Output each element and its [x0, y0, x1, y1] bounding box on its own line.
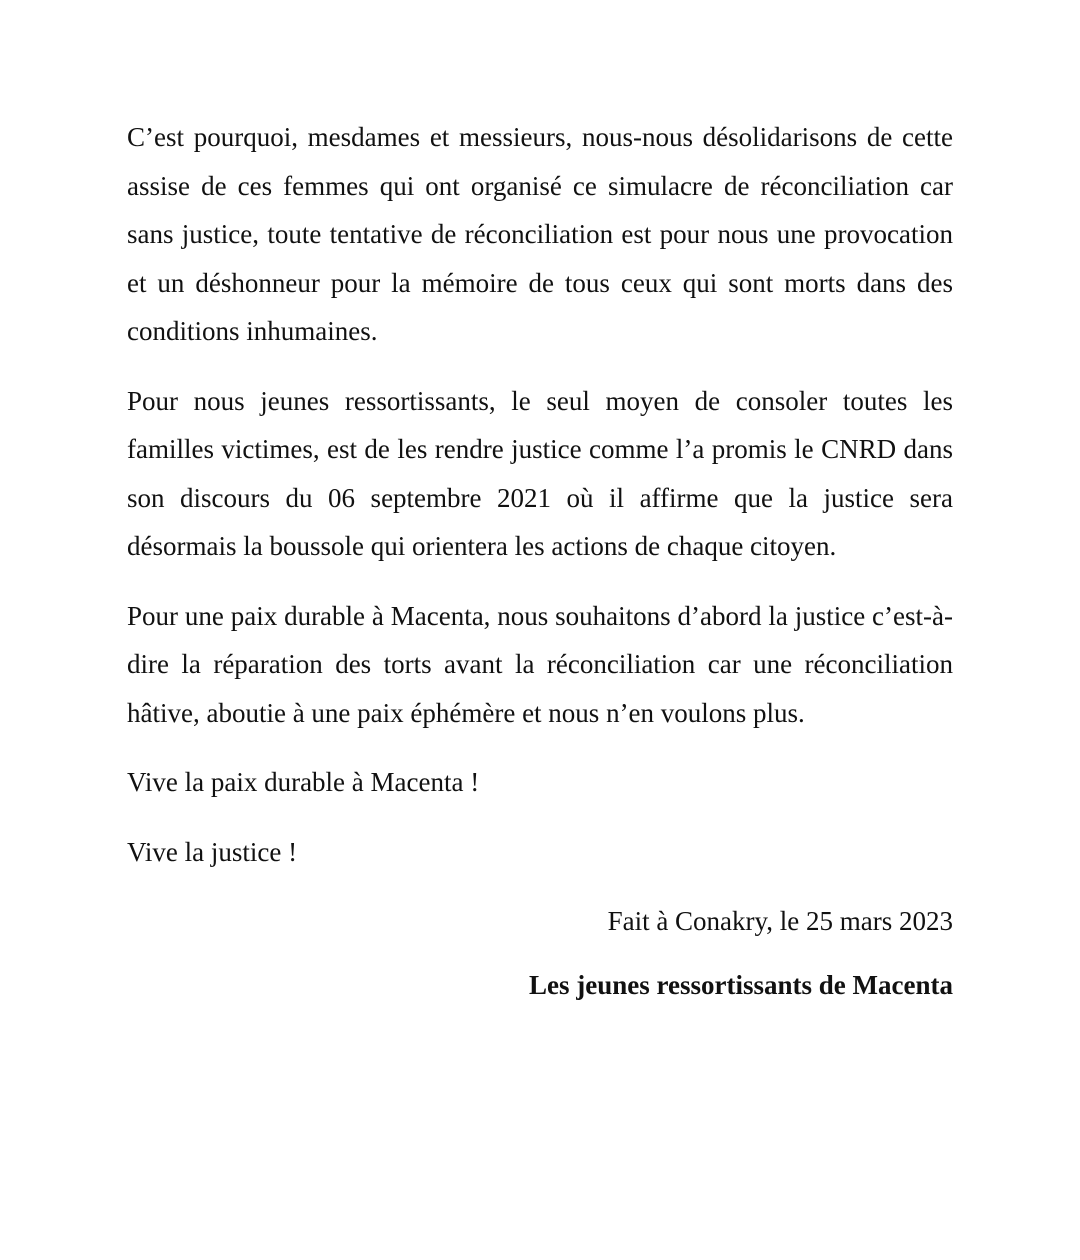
date-line: Fait à Conakry, le 25 mars 2023	[607, 906, 953, 936]
paragraph-justice-request: Pour nous jeunes ressortissants, le seul moyen de consoler toutes les familles victimes, est de les rendre justice comme l’a promis le CNRD dans son discours du 06 septembre 2021 où il affirme que la justice sera désormais la boussole qui orientera les actions de chaque citoyen.	[127, 385, 953, 561]
slogan-justice: Vive la justice !	[127, 836, 298, 867]
document-body	[127, 113, 953, 1009]
paragraph-lasting-peace: Pour une paix durable à Macenta, nous souhaitons d’abord la justice c’est-à-dire la réparation des torts avant la réconciliation car une réconciliation hâtive, aboutie à une paix éphémère et nous n’en voulons plus.	[127, 600, 953, 728]
signature: Les jeunes ressortissants de Macenta	[529, 969, 953, 1000]
paragraph-disavowal: C’est pourquoi, mesdames et messieurs, nous-nous désolidarisons de cette assise de ces femmes qui ont organisé ce simulacre de réconciliation car sans justice, toute tentative de réconciliation est pour nous une provocation et un déshonneur pour la mémoire de tous ceux qui sont morts dans des conditions inhumaines.	[127, 122, 953, 346]
slogan-peace: Vive la paix durable à Macenta !	[127, 767, 480, 797]
